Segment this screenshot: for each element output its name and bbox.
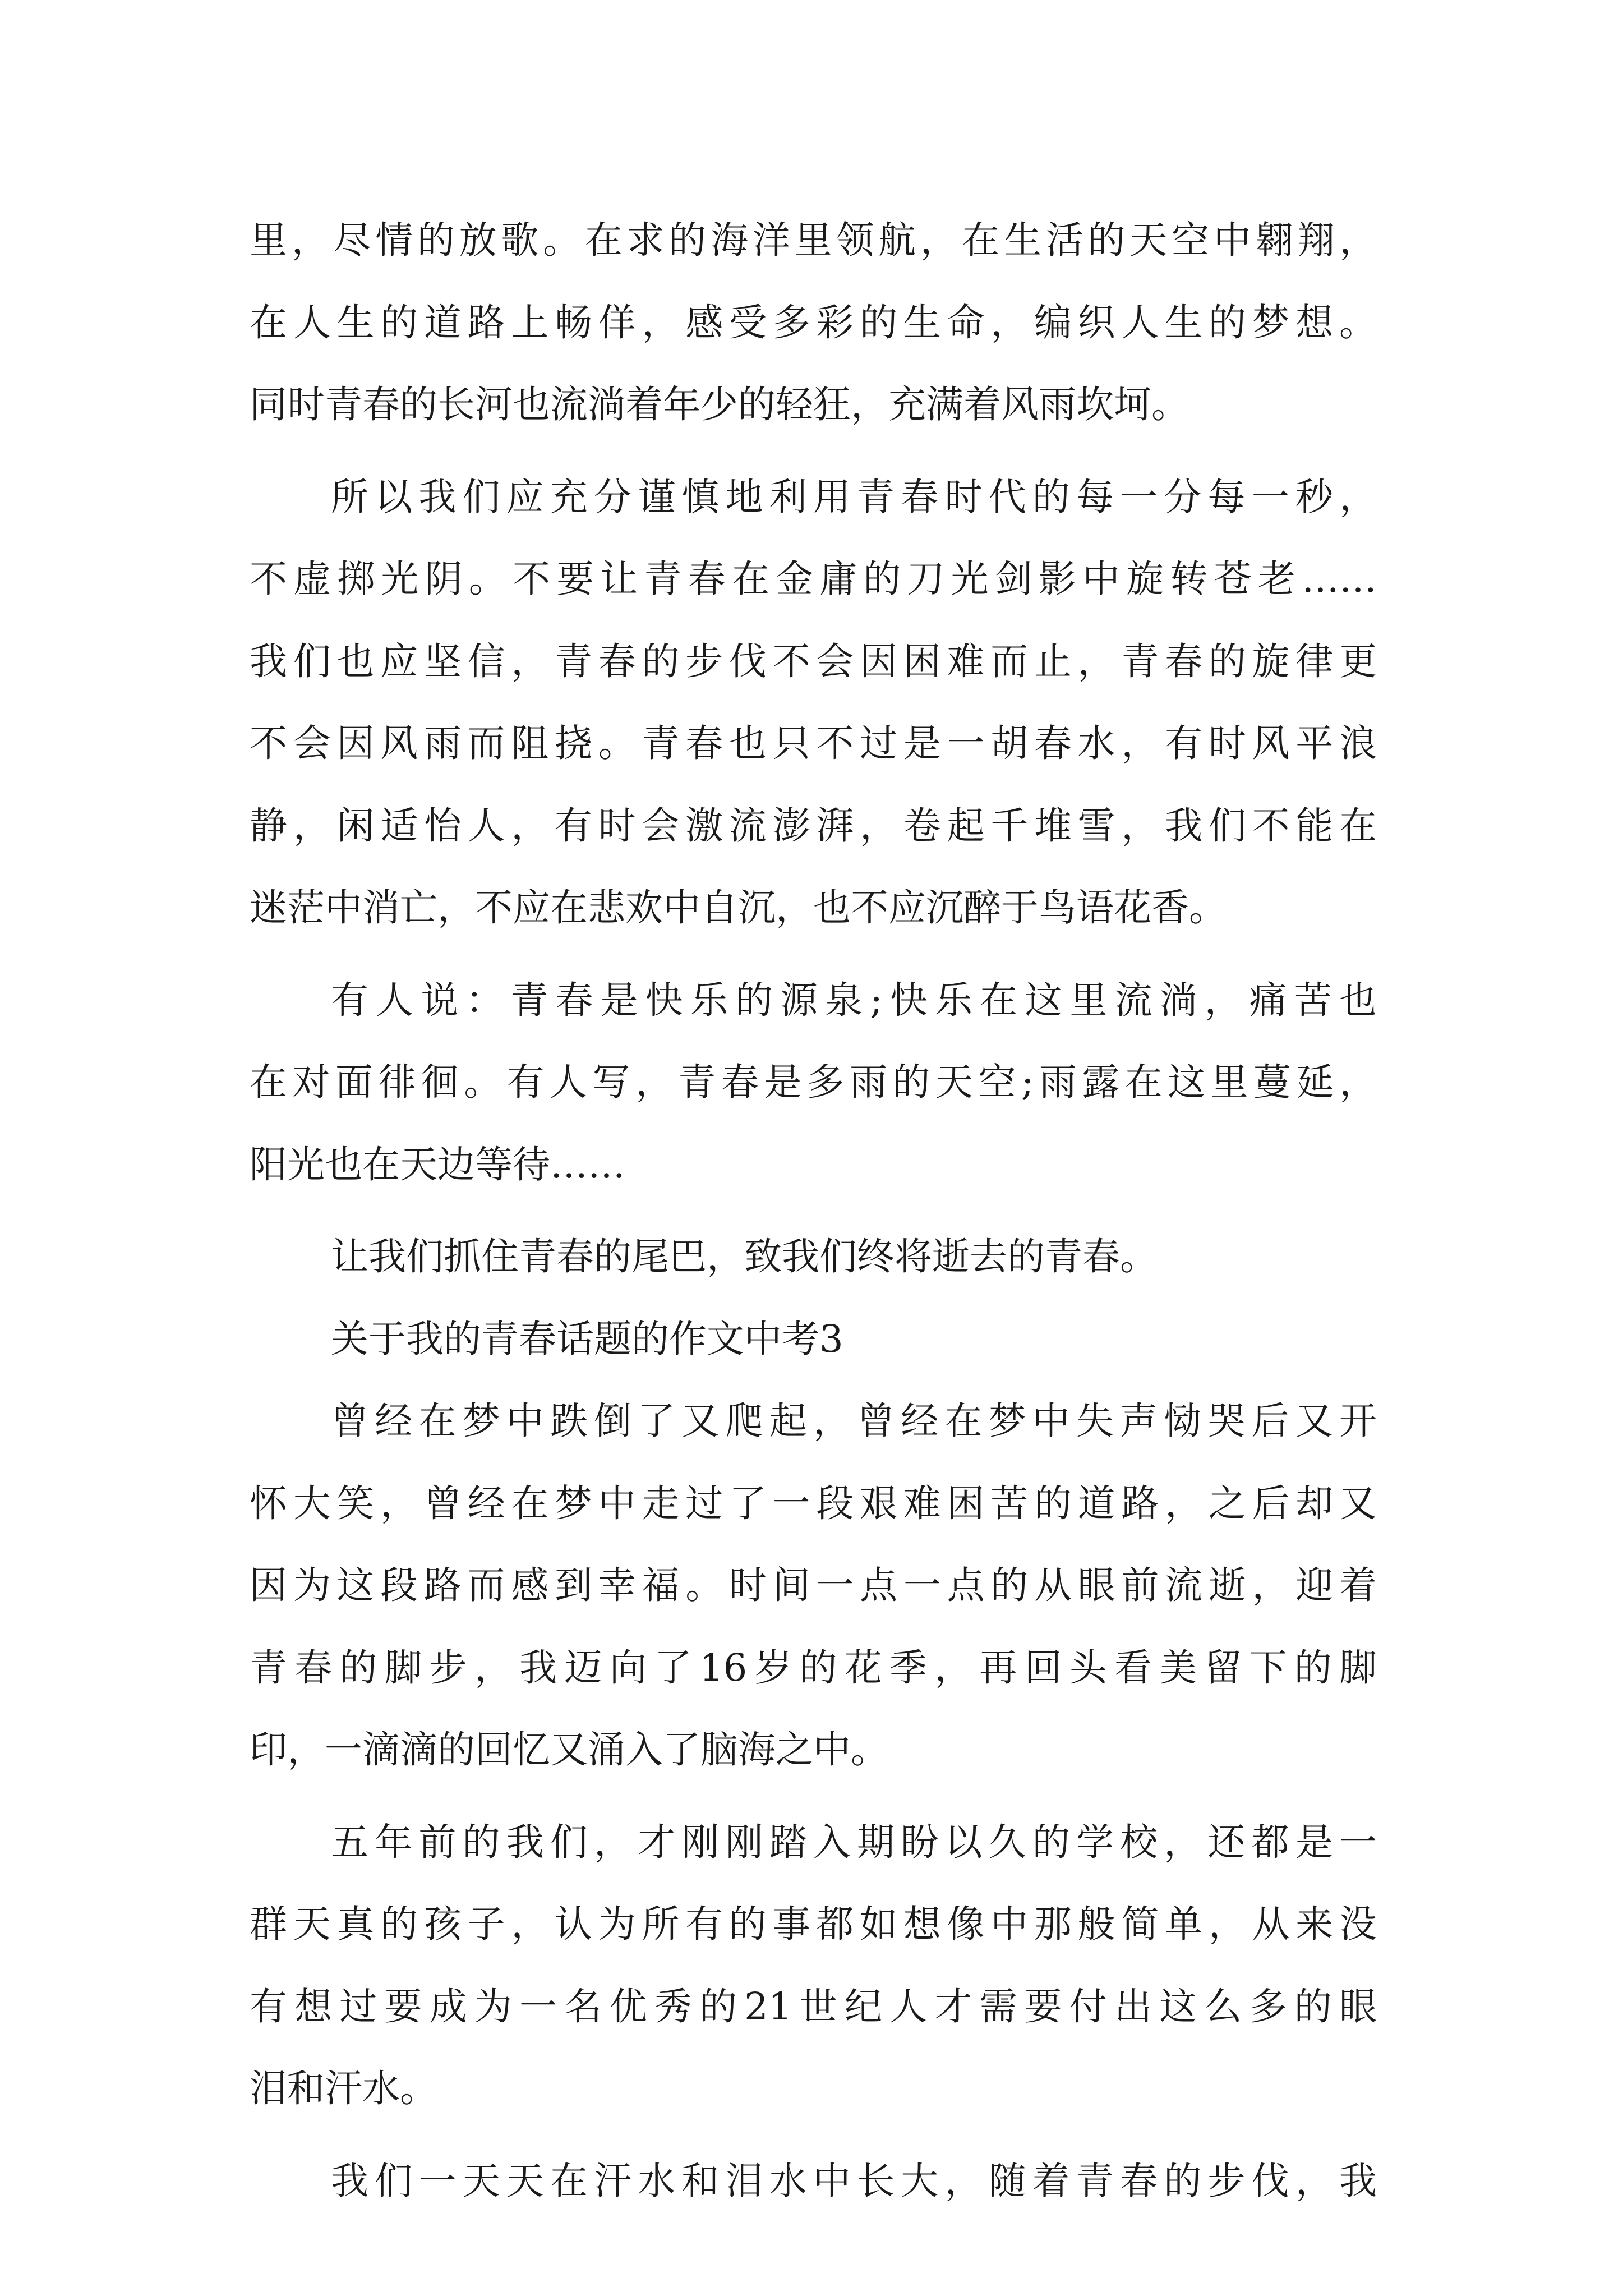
text-line: 泪和汗水。 <box>250 2067 437 2110</box>
text-line: 有人说：青春是快乐的源泉;快乐在这里流淌，痛苦也 <box>331 978 1377 1022</box>
text-line: 阳光也在天边等待…… <box>250 1142 625 1186</box>
text-line: 五年前的我们，才刚刚踏入期盼以久的学校，还都是一 <box>331 1820 1377 1864</box>
text-line: 静，闲适怡人，有时会激流澎湃，卷起千堆雪，我们不能在 <box>250 803 1377 848</box>
paragraph <box>250 456 1377 949</box>
text-line: 因为这段路而感到幸福。时间一点一点的从眼前流逝，迎着 <box>250 1563 1377 1607</box>
text-line: 青春的脚步，我迈向了16岁的花季，再回头看美留下的脚 <box>250 1645 1377 1690</box>
text-line: 曾经在梦中跌倒了又爬起，曾经在梦中失声恸哭后又开 <box>331 1399 1377 1443</box>
section-heading <box>250 1298 1377 1381</box>
paragraph <box>250 1801 1377 2130</box>
text-line: 有想过要成为一名优秀的21世纪人才需要付出这么多的眼 <box>250 1984 1377 2028</box>
document-body <box>250 199 1377 2222</box>
paragraph <box>250 959 1377 1206</box>
paragraph <box>250 2140 1377 2223</box>
text-line: 在对面徘徊。有人写，青春是多雨的天空;雨露在这里蔓延， <box>250 1060 1377 1104</box>
text-line: 里，尽情的放歌。在求的海洋里领航，在生活的天空中翱翔， <box>250 218 1377 262</box>
text-line: 不会因风雨而阻挠。青春也只不过是一胡春水，有时风平浪 <box>250 721 1377 765</box>
text-line: 不虚掷光阴。不要让青春在金庸的刀光剑影中旋转苍老…… <box>250 557 1377 601</box>
text-line: 同时青春的长河也流淌着年少的轻狂，充满着风雨坎坷。 <box>250 383 1189 426</box>
paragraph <box>250 199 1377 446</box>
text-line: 我们也应坚信，青春的步伐不会因困难而止，青春的旋律更 <box>250 639 1377 683</box>
heading-text: 关于我的青春话题的作文中考3 <box>331 1317 843 1361</box>
text-line: 怀大笑，曾经在梦中走过了一段艰难困苦的道路，之后却又 <box>250 1481 1377 1525</box>
text-line: 群天真的孩子，认为所有的事都如想像中那般简单，从来没 <box>250 1902 1377 1946</box>
paragraph <box>250 1216 1377 1298</box>
text-line: 在人生的道路上畅佯，感受多彩的生命，编织人生的梦想。 <box>250 300 1377 344</box>
paragraph <box>250 1380 1377 1791</box>
text-line: 迷茫中消亡，不应在悲欢中自沉，也不应沉醉于鸟语花香。 <box>250 886 1227 930</box>
text-line: 我们一天天在汗水和泪水中长大，随着青春的步伐，我 <box>331 2159 1377 2203</box>
text-line: 让我们抓住青春的尾巴，致我们终将逝去的青春。 <box>331 1235 1158 1278</box>
text-line: 所以我们应充分谨慎地利用青春时代的每一分每一秒， <box>331 475 1377 519</box>
text-line: 印，一滴滴的回忆又涌入了脑海之中。 <box>250 1728 888 1772</box>
